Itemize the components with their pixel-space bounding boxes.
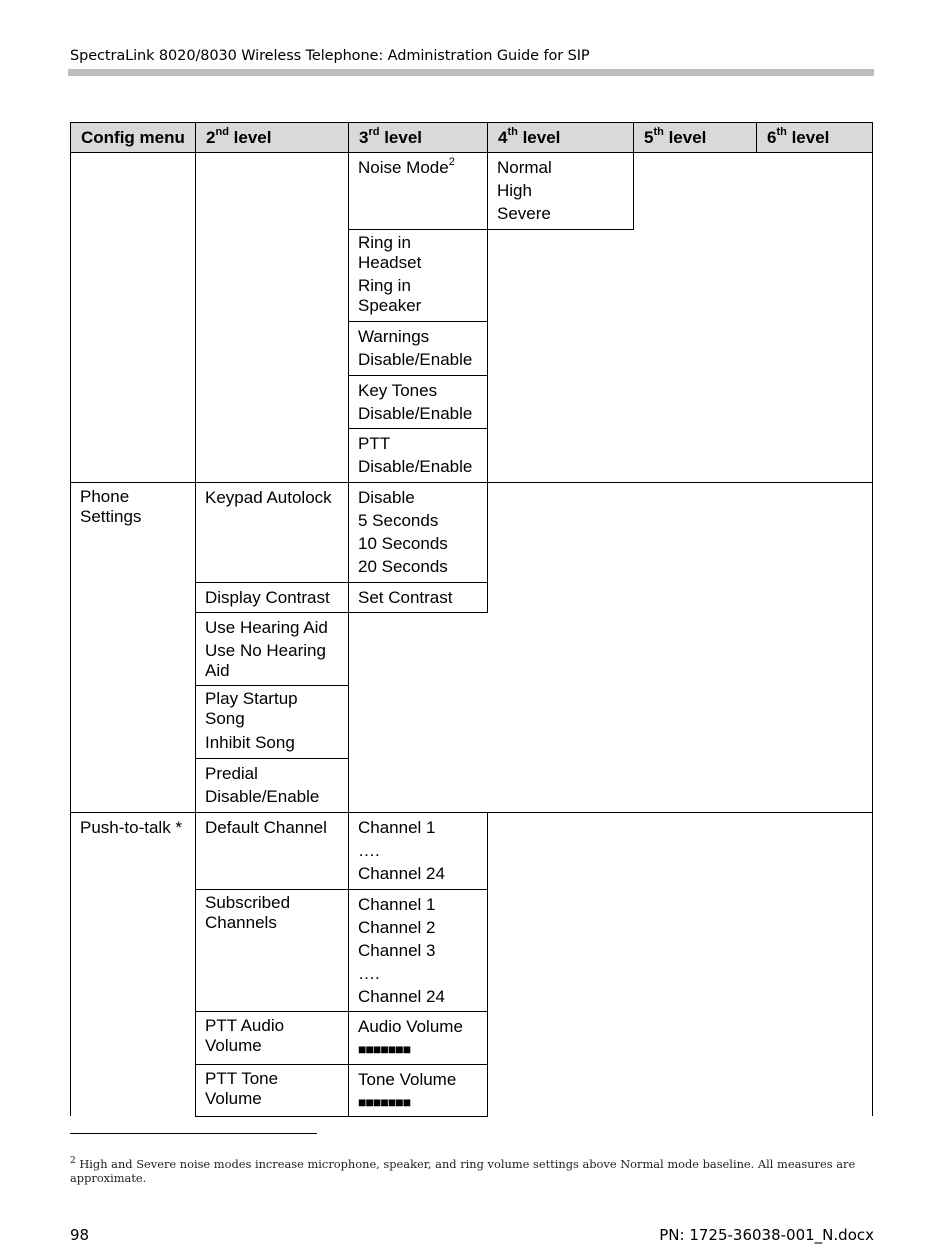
cell-subscribed-options bbox=[348, 890, 488, 1008]
ring-in-speaker: Ring in Speaker bbox=[358, 276, 422, 315]
tone-volume-bottom-border bbox=[195, 1116, 488, 1117]
play-startup-song: Play Startup Song bbox=[205, 689, 298, 728]
cell-key-tones bbox=[348, 376, 488, 425]
cell-warnings bbox=[348, 322, 488, 371]
key-tones-label: Key Tones bbox=[358, 381, 438, 400]
col-header-6-sup: th bbox=[776, 126, 787, 139]
cell-ring-options bbox=[348, 230, 488, 316]
inhibit-song: Inhibit Song bbox=[205, 733, 295, 752]
col-header-5-base: 5 bbox=[644, 128, 654, 147]
cell-set-contrast bbox=[348, 583, 488, 609]
col-header-2nd-level bbox=[195, 122, 349, 153]
audio-volume-bars: ■■■■■■■ bbox=[358, 1041, 411, 1057]
subscribed-ellipsis: …. bbox=[358, 964, 380, 983]
page-number: 98 bbox=[70, 1226, 90, 1244]
col-header-5th-level bbox=[633, 122, 757, 153]
default-channel-24: Channel 24 bbox=[358, 864, 445, 883]
noise-option-severe: Severe bbox=[497, 204, 551, 223]
default-channel-ellipsis: …. bbox=[358, 841, 380, 860]
subscribed-channel-1: Channel 1 bbox=[358, 895, 436, 914]
cell-phone-settings bbox=[70, 484, 196, 527]
autolock-disable: Disable bbox=[358, 488, 415, 507]
subscribed-channel-2: Channel 2 bbox=[358, 918, 436, 937]
table-right-border bbox=[872, 152, 873, 1116]
use-hearing-aid: Use Hearing Aid bbox=[205, 618, 328, 637]
col-header-config-menu-text: Config menu bbox=[81, 128, 185, 147]
footnote-text: High and Severe noise modes increase microphone, speaker, and ring volume settings above Normal mode baseline. All measures are approximate. bbox=[70, 1156, 856, 1185]
col-header-2-base: 2 bbox=[206, 128, 216, 147]
cell-autolock-options bbox=[348, 483, 488, 578]
display-contrast-label: Display Contrast bbox=[205, 588, 330, 607]
tone-volume-label: Tone Volume bbox=[358, 1070, 457, 1089]
col-header-4th-level bbox=[487, 122, 634, 153]
ptt-tone-volume-label: PTT Tone Volume bbox=[205, 1069, 279, 1108]
col-header-6th-level bbox=[756, 122, 873, 153]
cell-tone-volume-options bbox=[348, 1065, 488, 1114]
cell-subscribed-channels bbox=[195, 890, 349, 933]
autolock-20s: 20 Seconds bbox=[358, 557, 448, 576]
subscribed-channels-label: Subscribed Channels bbox=[205, 893, 291, 932]
cell-ptt-tone-volume bbox=[195, 1066, 349, 1109]
col-header-3-sup: rd bbox=[368, 126, 380, 139]
phone-settings-label: Phone Settings bbox=[80, 487, 142, 526]
subscribed-channel-24: Channel 24 bbox=[358, 987, 445, 1006]
set-contrast-option: Set Contrast bbox=[358, 588, 453, 607]
col-header-4-base: 4 bbox=[498, 128, 508, 147]
subscribed-channel-3: Channel 3 bbox=[358, 941, 436, 960]
ring-in-headset: Ring in Headset bbox=[358, 233, 422, 272]
cell-audio-volume-options bbox=[348, 1012, 488, 1061]
table-left-border bbox=[70, 152, 71, 1116]
noise-option-high: High bbox=[497, 181, 532, 200]
use-no-hearing-aid: Use No Hearing Aid bbox=[205, 641, 326, 680]
col-header-3-rest: level bbox=[379, 128, 423, 147]
noise-option-normal: Normal bbox=[497, 158, 552, 177]
push-to-talk-label: Push-to-talk * bbox=[80, 818, 183, 837]
col-header-5-sup: th bbox=[653, 126, 664, 139]
autolock-5s: 5 Seconds bbox=[358, 511, 439, 530]
cell-default-channel-options bbox=[348, 813, 488, 885]
cell-hearing-aid bbox=[195, 613, 349, 681]
header-rule bbox=[68, 69, 874, 76]
col-header-3rd-level bbox=[348, 122, 488, 153]
col-header-5-rest: level bbox=[663, 128, 707, 147]
document-id: PN: 1725-36038-001_N.docx bbox=[659, 1226, 874, 1244]
col-header-6-rest: level bbox=[786, 128, 830, 147]
cell-default-channel bbox=[195, 813, 349, 839]
col-header-6-base: 6 bbox=[767, 128, 777, 147]
cell-startup-song bbox=[195, 686, 349, 754]
footnote-number: 2 bbox=[70, 1156, 76, 1166]
cell-noise-mode bbox=[348, 153, 488, 179]
cell-ptt-audio-volume bbox=[195, 1013, 349, 1056]
col-header-4-sup: th bbox=[507, 126, 518, 139]
audio-volume-label: Audio Volume bbox=[358, 1017, 463, 1036]
cell-keypad-autolock bbox=[195, 483, 349, 509]
cell-noise-mode-options bbox=[487, 153, 634, 225]
col-header-4-rest: level bbox=[517, 128, 561, 147]
footnote-ref-mark: 2 bbox=[448, 156, 455, 169]
cell-push-to-talk bbox=[70, 813, 196, 839]
predial-value: Disable/Enable bbox=[205, 787, 320, 806]
default-channel-label: Default Channel bbox=[205, 818, 327, 837]
noise-mode-text: Noise Mode bbox=[358, 158, 449, 177]
footnote bbox=[70, 1156, 890, 1185]
col-header-config-menu bbox=[70, 122, 196, 153]
col2-left-border-audio bbox=[195, 152, 196, 482]
col-header-3-base: 3 bbox=[359, 128, 369, 147]
default-channel-1: Channel 1 bbox=[358, 818, 436, 837]
ptt-value: Disable/Enable bbox=[358, 457, 473, 476]
key-tones-value: Disable/Enable bbox=[358, 404, 473, 423]
ptt-audio-volume-label: PTT Audio Volume bbox=[205, 1016, 285, 1055]
warnings-label: Warnings bbox=[358, 327, 430, 346]
running-header-title: SpectraLink 8020/8030 Wireless Telephone: Administration Guide for SIP bbox=[70, 48, 590, 64]
footnote-rule bbox=[70, 1133, 317, 1134]
cell-predial bbox=[195, 759, 349, 808]
warnings-value: Disable/Enable bbox=[358, 350, 473, 369]
cell-display-contrast bbox=[195, 583, 349, 609]
predial-label: Predial bbox=[205, 764, 258, 783]
col-header-2-sup: nd bbox=[215, 126, 229, 139]
noise-mode-label bbox=[358, 156, 488, 179]
autolock-10s: 10 Seconds bbox=[358, 534, 448, 553]
col-header-2-rest: level bbox=[228, 128, 272, 147]
tone-volume-bars: ■■■■■■■ bbox=[358, 1094, 411, 1110]
cell-ptt bbox=[348, 429, 488, 478]
keypad-autolock-label: Keypad Autolock bbox=[205, 488, 332, 507]
ptt-label: PTT bbox=[358, 434, 391, 453]
